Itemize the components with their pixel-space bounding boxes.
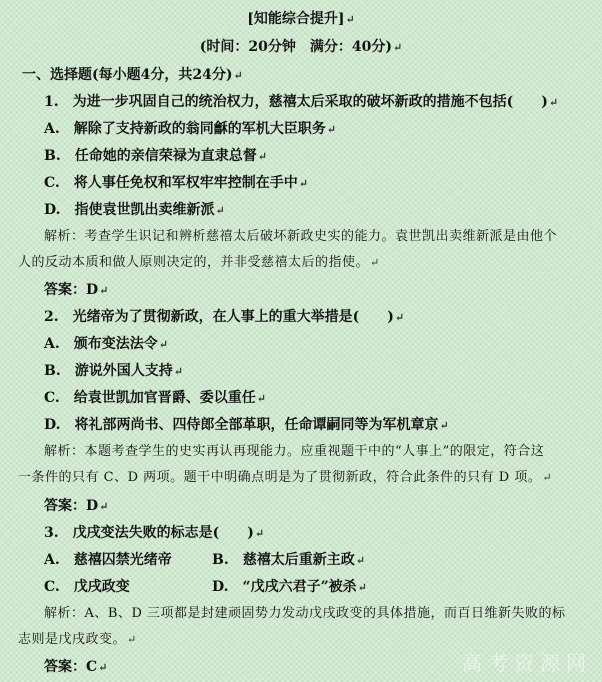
answer-label: 答案：C↵ — [44, 659, 108, 675]
option-row-cd — [0, 578, 602, 596]
option-d: D. 指使袁世凯出卖维新派↵ — [44, 202, 225, 218]
option-a: A. 解除了支持新政的翁同龢的军机大臣职务↵ — [44, 121, 336, 137]
explanation-line-1: 解析：A、B、D 三项都是封建顽固势力发动戊戌政变的具体措施，而百日维新失败的标 — [44, 606, 566, 621]
option-a: A. 慈禧囚禁光绪帝 — [44, 552, 172, 568]
explanation-line-2: 人的反动本质和做人原则决定的，并非受慈禧太后的指使。↵ — [18, 255, 380, 270]
option-d: D. 将礼部两尚书、四侍郎全部革职，任命谭嗣同等为军机章京↵ — [44, 417, 449, 433]
question-stem: 1. 为进一步巩固自己的统治权力，慈禧太后采取的破坏新政的措施不包括( )↵ — [44, 94, 559, 110]
explanation-line-1: 解析：考查学生识记和辨析慈禧太后破坏新政史实的能力。袁世凯出卖维新派是由他个 — [44, 229, 558, 244]
explanation-line-1: 解析：本题考查学生的史实再认再现能力。应重视题干中的“人事上”的限定，符合这 — [44, 444, 545, 459]
watermark: 高考资源网 — [462, 651, 592, 675]
question-stem: 2. 光绪帝为了贯彻新政，在人事上的重大举措是( )↵ — [44, 309, 405, 325]
option-a: A. 颁布变法法令↵ — [44, 336, 168, 352]
option-b: B. 慈禧太后重新主政↵ — [212, 552, 365, 568]
answer-label: 答案：D↵ — [44, 282, 109, 298]
option-d: D. “戊戌六君子”被杀↵ — [212, 579, 367, 595]
option-b: B. 任命她的亲信荣禄为直隶总督↵ — [44, 148, 267, 164]
option-c: C. 将人事任免权和军权牢牢控制在手中↵ — [44, 175, 308, 191]
answer-label: 答案：D↵ — [44, 498, 109, 514]
explanation-line-2: 志则是戊戌政变。↵ — [18, 632, 137, 647]
option-c: C. 戊戌政变 — [44, 579, 130, 595]
question-stem: 3. 戊戌变法失败的标志是( )↵ — [44, 525, 265, 541]
time-score-info: (时间：20分钟 满分：40分)↵ — [199, 39, 403, 55]
worksheet-title: [知能综合提升]↵ — [247, 11, 355, 27]
explanation-line-2: 一条件的只有 C、D 两项。题干中明确点明是为了贯彻新政，符合此条件的只有 D 项。↵ — [18, 470, 553, 485]
option-c: C. 给袁世凯加官晋爵、委以重任↵ — [44, 390, 266, 406]
section-heading: 一、选择题(每小题4分，共24分)↵ — [22, 67, 243, 83]
option-row-ab — [0, 551, 602, 569]
option-b: B. 游说外国人支持↵ — [44, 363, 183, 379]
